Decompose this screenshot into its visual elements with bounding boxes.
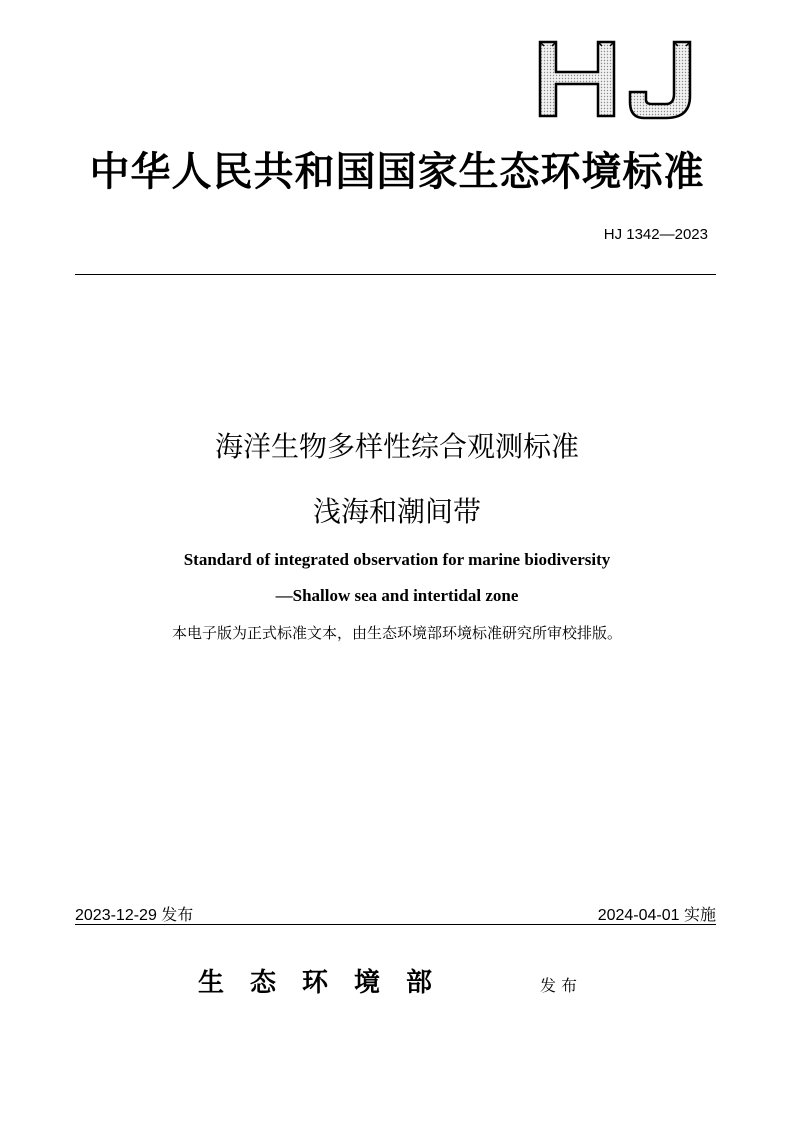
top-divider: [75, 274, 716, 275]
standard-subtitle-cn: 浅海和潮间带: [312, 495, 481, 528]
electronic-edition-notice: 本电子版为正式标准文本，由生态环境部环境标准研究所审校排版。: [171, 624, 622, 642]
issue-date: 2023-12-29 发布: [75, 907, 194, 924]
standard-number: HJ 1342—2023: [603, 226, 708, 243]
standard-title-cn: 海洋生物多样性综合观测标准: [214, 430, 579, 463]
implementation-date: 2024-04-01 实施: [597, 907, 716, 924]
publisher-name: 生态环境部: [198, 968, 459, 998]
national-standard-title: 中华人民共和国国家生态环境标准: [89, 148, 705, 195]
publish-label: 发布: [540, 976, 583, 995]
standard-title-en: Standard of integrated observation for marine biodiversity: [183, 550, 611, 569]
bottom-divider: [75, 924, 716, 925]
hj-logo: [534, 38, 702, 120]
standard-subtitle-en: —Shallow sea and intertidal zone: [275, 586, 519, 605]
